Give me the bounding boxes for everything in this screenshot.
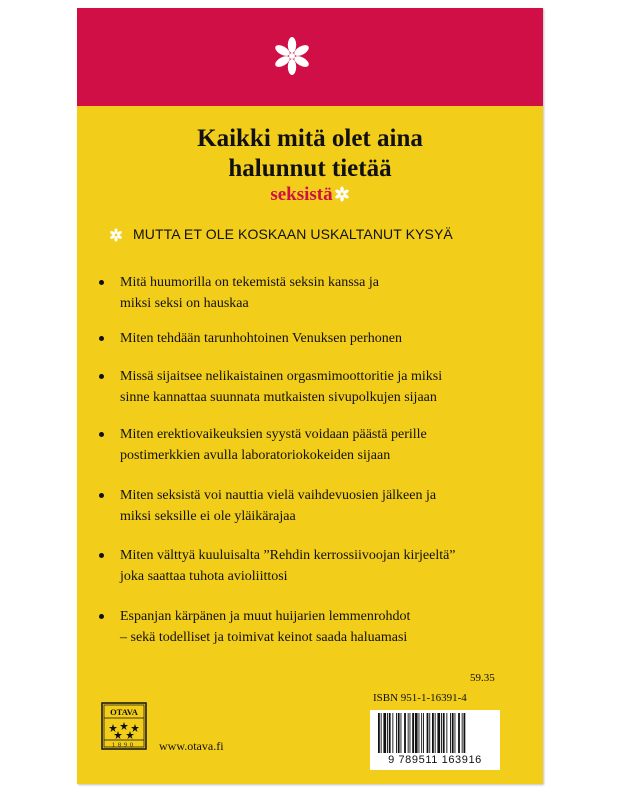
bullet-dot — [99, 336, 104, 341]
bullet-dot — [99, 553, 104, 558]
logo-year: 1890 — [112, 742, 136, 749]
barcode-bar — [398, 713, 400, 753]
barcode-bar — [458, 713, 460, 753]
bullet-text: sinne kannattaa suunnata mutkaisten sivupolkujen sijaan — [120, 390, 437, 405]
bullet-dot — [99, 374, 104, 379]
barcode — [370, 710, 500, 770]
barcode-bar — [441, 713, 442, 753]
title-line-3: seksistä — [270, 184, 333, 205]
barcode-bar — [381, 713, 382, 753]
bullet-text: Miten seksistä voi nauttia vielä vaihdevuosien jälkeen ja — [120, 488, 437, 503]
barcode-bar — [464, 713, 466, 753]
barcode-bar — [401, 713, 402, 753]
logo-name: OTAVA — [110, 707, 138, 717]
price: 59.35 — [470, 672, 495, 684]
bullet-text: Miten välttyä kuuluisalta ”Rehdin kerrossiivoojan kirjeeltä” — [120, 548, 456, 563]
bullet-text: Espanjan kärpänen ja muut huijarien lemmenrohdot — [120, 609, 411, 624]
barcode-bar — [415, 713, 418, 753]
barcode-bar — [455, 713, 456, 753]
red-top-band — [77, 8, 543, 106]
barcode-bar — [446, 713, 447, 753]
bullet-dot — [99, 280, 104, 285]
barcode-bar — [389, 713, 391, 753]
bullet-dot — [99, 432, 104, 437]
title-line-3-row — [77, 184, 543, 206]
subtitle: MUTTA ET OLE KOSKAAN USKALTANUT KYSYÄ — [133, 226, 453, 242]
bullet-text: miksi seksi on hauskaa — [120, 296, 249, 311]
barcode-bar — [452, 713, 454, 753]
barcode-bar — [450, 713, 451, 753]
bullet-text: – sekä todelliset ja toimivat keinot saada haluamasi — [120, 630, 408, 645]
barcode-bar — [435, 713, 436, 753]
bullet-text: Miten erektiovaikeuksien syystä voidaan päästä perille — [120, 427, 427, 442]
barcode-bar — [427, 713, 429, 753]
barcode-bar — [423, 713, 424, 753]
otava-logo — [101, 702, 147, 750]
bullet-text: joka saattaa tuhota avioliittosi — [120, 569, 288, 584]
barcode-digits: 9 789511 163916 — [388, 754, 482, 766]
book-back-cover — [77, 8, 543, 784]
bullet-dot — [99, 493, 104, 498]
barcode-bar — [383, 713, 386, 753]
barcode-bar — [392, 713, 393, 753]
barcode-bar — [412, 713, 414, 753]
isbn: ISBN 951-1-16391-4 — [373, 692, 467, 704]
flower-icon — [334, 186, 350, 202]
flower-icon — [272, 36, 312, 76]
bullet-text: Missä sijaitsee nelikaistainen orgasmimoottoritie ja miksi — [120, 369, 443, 384]
title-line-2: halunnut tietää — [228, 155, 392, 182]
barcode-bar — [408, 713, 409, 753]
barcode-bars — [378, 713, 492, 753]
flower-icon — [109, 228, 123, 242]
bullet-dot — [99, 614, 104, 619]
barcode-bar — [429, 713, 430, 753]
barcode-bar — [378, 713, 380, 753]
bullet-text: miksi seksille ei ole yläikärajaa — [120, 509, 296, 524]
barcode-bar — [410, 713, 411, 753]
bullet-text: Mitä huumorilla on tekemistä seksin kanssa ja — [120, 275, 379, 290]
barcode-bar — [404, 713, 406, 753]
publisher-url: www.otava.fi — [159, 739, 224, 753]
barcode-bar — [419, 713, 420, 753]
barcode-bar — [432, 713, 434, 753]
barcode-bar — [443, 713, 445, 753]
barcode-bar — [396, 713, 397, 753]
barcode-bar — [421, 713, 422, 753]
barcode-bar — [462, 713, 463, 753]
barcode-bar — [387, 713, 388, 753]
bullet-text: postimerkkien avulla laboratoriokokeiden sijaan — [120, 448, 391, 463]
bullet-text: Miten tehdään tarunhohtoinen Venuksen perhonen — [120, 331, 403, 346]
title-line-1: Kaikki mitä olet aina — [197, 125, 423, 152]
barcode-bar — [437, 713, 440, 753]
